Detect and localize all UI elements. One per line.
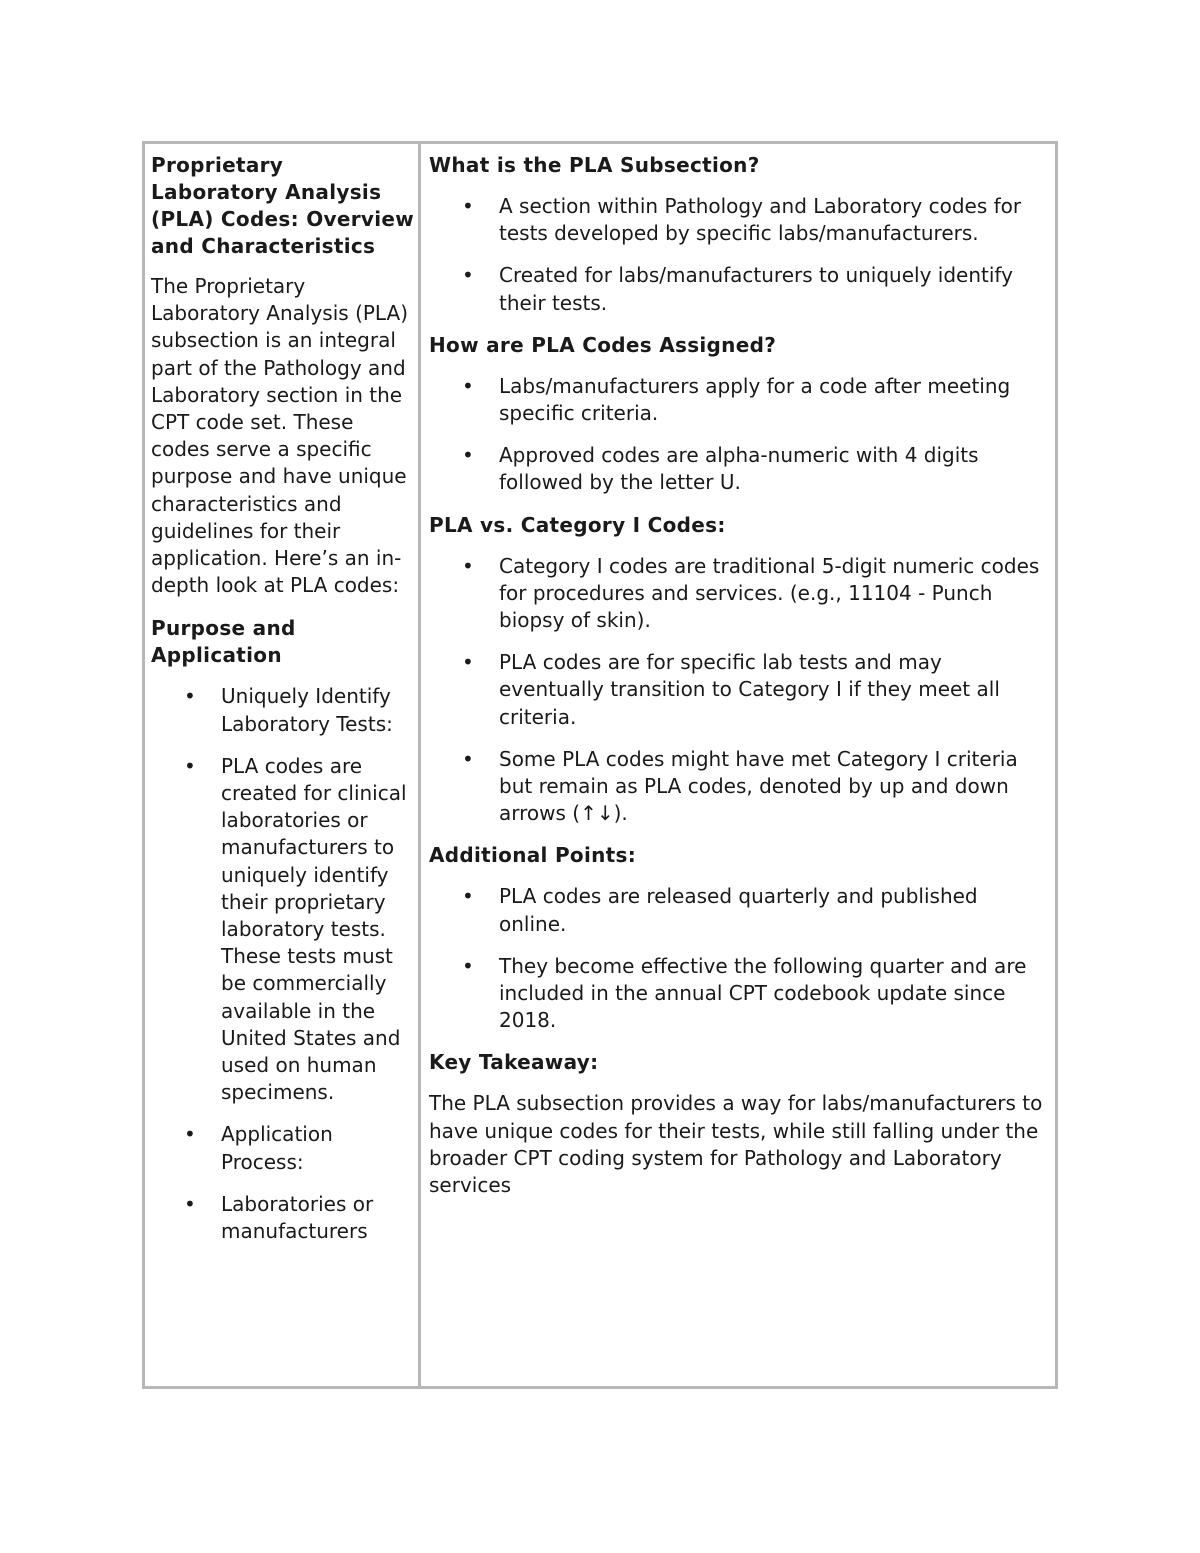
list-item: • Approved codes are alpha-numeric with 4 digits followed by the letter U. [429,442,1043,496]
list-item: • Created for labs/manufacturers to uniquely identify their tests. [429,262,1043,316]
section-heading: PLA vs. Category I Codes: [429,512,726,537]
list-item: • Uniquely Identify Laboratory Tests: [151,683,414,737]
list-item: • Application Process: [151,1121,414,1175]
purpose-heading: Purpose and Application [151,616,296,668]
list-item: • Laboratories or manufacturers [151,1191,414,1245]
list-item: • Category I codes are traditional 5-digit numeric codes for procedures and services. (e.g., 11104 - Punch biopsy of skin). [429,553,1043,635]
list-item: • Labs/manufacturers apply for a code after meeting specific criteria. [429,373,1043,427]
section-list [429,553,1043,828]
overview-table [142,141,1058,1389]
list-item: • A section within Pathology and Laboratory codes for tests developed by specific labs/manufacturers. [429,193,1043,247]
section-heading: Additional Points: [429,843,637,868]
section-list [429,373,1043,497]
list-item: • They become effective the following quarter and are included in the annual CPT codebook update since 2018. [429,953,1043,1035]
section-heading: How are PLA Codes Assigned? [429,332,777,357]
left-column [145,144,421,1386]
list-item: • PLA codes are released quarterly and published online. [429,883,1043,937]
intro-paragraph: The Proprietary Laboratory Analysis (PLA) subsection is an integral part of the Pathology and Laboratory section in the CPT code set. These codes serve a specific purpose and have unique characteristics and guidelines for their application. Here’s an in-depth look at PLA codes: [151,274,409,598]
list-item: • PLA codes are for specific lab tests and may eventually transition to Category I if they meet all criteria. [429,649,1043,731]
takeaway-heading: Key Takeaway: [429,1050,599,1075]
takeaway-paragraph: The PLA subsection provides a way for labs/manufacturers to have unique codes for their tests, while still falling under the broader CPT coding system for Pathology and Laboratory services [429,1091,1043,1198]
purpose-list [151,683,414,1245]
list-item: • Some PLA codes might have met Category I criteria but remain as PLA codes, denoted by up and down arrows (↑↓). [429,746,1043,828]
document-title: Proprietary Laboratory Analysis (PLA) Codes: Overview and Characteristics [151,153,414,258]
right-column [421,144,1055,1386]
section-list [429,193,1043,317]
section-heading: What is the PLA Subsection? [429,153,760,177]
list-item: • PLA codes are created for clinical laboratories or manufacturers to uniquely identify their proprietary laboratory tests. These tests must be commercially available in the United States and used on human specimens. [151,753,414,1107]
section-list [429,883,1043,1034]
